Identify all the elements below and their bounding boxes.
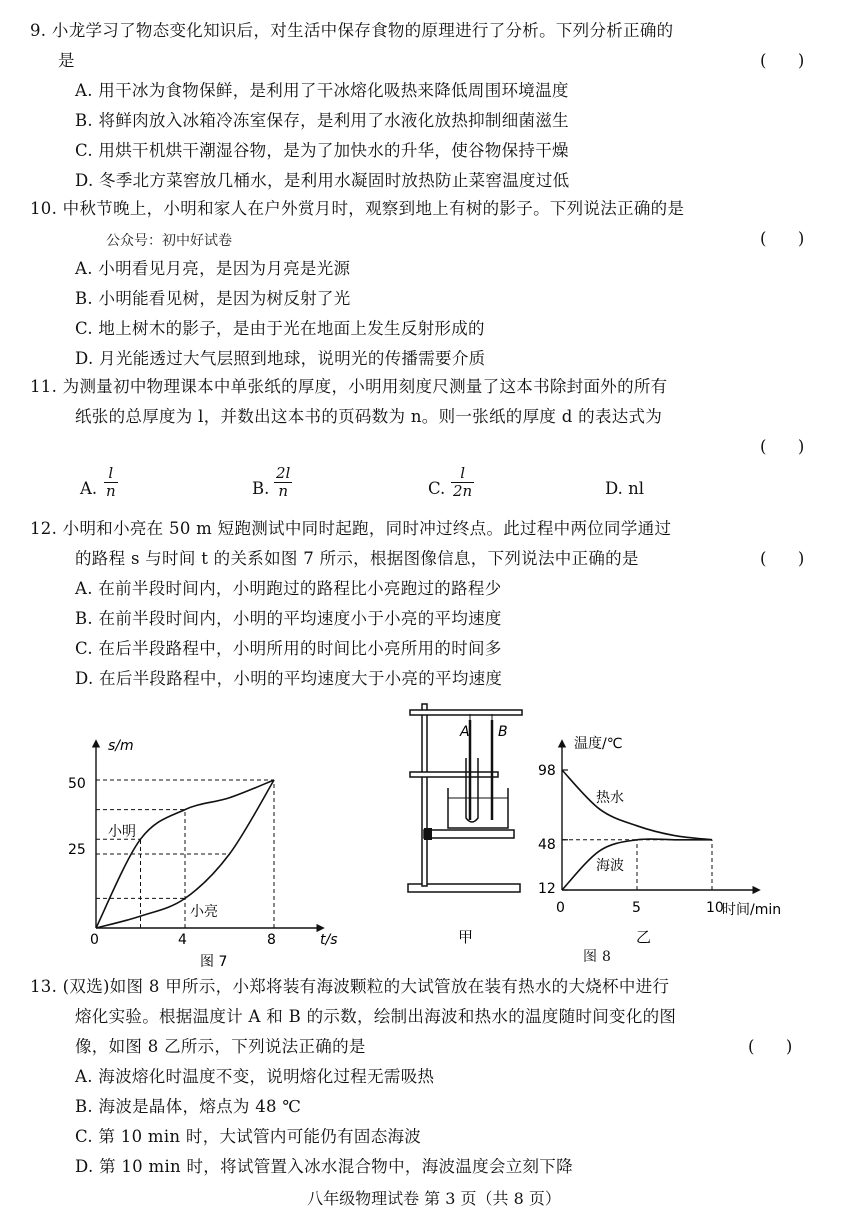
q12-option-d: D. 在后半段路程中，小明的平均速度大于小亮的平均速度: [75, 669, 503, 688]
fig8-apparatus-caption: 甲: [458, 928, 474, 946]
fig8-sub-caption: 乙: [636, 928, 652, 946]
fig8-tick-12: 12: [538, 881, 556, 897]
fig7-origin-label: 0: [90, 932, 99, 948]
q11-option-c-label: C.: [428, 479, 446, 498]
q11-option-a-label: A.: [80, 479, 98, 498]
stand-top-arm: [410, 710, 522, 715]
fig7-tick-25: 25: [68, 842, 86, 858]
thermometer-b-label: B: [498, 724, 508, 740]
figure-8-chart: [530, 730, 800, 970]
q11-option-c-fraction: [451, 465, 474, 500]
figure-8-axes: [562, 742, 758, 890]
fig8-y-axis-label: 温度/℃: [574, 736, 623, 752]
figure-8-apparatus: [400, 700, 530, 970]
fig8-series-hot-label: 热水: [596, 790, 624, 806]
q12-stem-line2: 的路程 s 与时间 t 的关系如图 7 所示，根据图像信息，下列说法中正确的是: [75, 549, 639, 568]
test-tube: [466, 758, 478, 822]
stand-ring: [424, 830, 514, 838]
stand-clamp-arm: [410, 772, 498, 777]
fig8-tick-5: 5: [632, 900, 641, 916]
q10-stem-line1: 10. 中秋节晚上，小明和家人在户外赏月时，观察到地上有树的影子。下列说法正确的是: [30, 199, 685, 218]
q11-option-b-denominator: n: [278, 482, 288, 500]
q11-stem-line2: 纸张的总厚度为 l，并数出这本书的页码数为 n。则一张纸的厚度 d 的表达式为: [75, 407, 663, 426]
q11-option-a-numerator: l: [104, 465, 118, 483]
fig7-y-axis-label: s/m: [108, 738, 134, 754]
thermometer-a-label: A: [460, 724, 470, 740]
fig7-series-liang-label: 小亮: [190, 904, 218, 920]
fig8-caption: 图 8: [583, 949, 612, 965]
stand-rod: [422, 704, 427, 886]
fig8-series-line-hot-water: [562, 770, 712, 840]
fig7-tick-8: 8: [267, 932, 276, 948]
fig8-tick-98: 98: [538, 763, 556, 779]
q11-option-b-numerator: 2l: [276, 464, 291, 482]
q13-option-d: D. 第 10 min 时，将试管置入冰水混合物中，海波温度会立刻下降: [75, 1157, 573, 1176]
q11-option-b-fraction: [274, 465, 292, 500]
q9-option-a: A. 用干冰为食物保鲜，是利用了干冰熔化吸热来降低周围环境温度: [75, 81, 569, 100]
q10-option-d: D. 月光能透过大气层照到地球，说明光的传播需要介质: [75, 349, 486, 368]
q10-option-b: B. 小明能看见树，是因为树反射了光: [75, 289, 351, 308]
q13-option-b: B. 海波是晶体，熔点为 48 ℃: [75, 1097, 302, 1116]
q11-option-a-denominator: n: [106, 482, 116, 500]
fig7-series-ming-label: 小明: [108, 824, 136, 840]
fig7-tick-4: 4: [178, 932, 187, 948]
figure-7-chart: [60, 730, 350, 970]
q12-option-a: A. 在前半段时间内，小明跑过的路程比小亮跑过的路程少: [75, 579, 502, 598]
q9-stem-line2: 是: [58, 51, 75, 70]
page-footer: 八年级物理试卷 第 3 页（共 8 页）: [307, 1189, 561, 1208]
q13-answer-paren: ( ): [748, 1037, 793, 1056]
q9-option-b: B. 将鲜肉放入冰箱冷冻室保存，是利用了水液化放热抑制细菌滋生: [75, 111, 569, 130]
q11-option-b-label: B.: [252, 479, 270, 498]
fig8-series-hypo-label: 海波: [596, 858, 624, 874]
stand-ring-clamp: [424, 828, 432, 840]
figure-7-guides: [96, 780, 274, 928]
q9-option-d: D. 冬季北方菜窖放几桶水，是利用水凝固时放热防止菜窖温度过低: [75, 171, 570, 190]
q11-option-c-numerator: l: [451, 465, 474, 483]
q9-stem-line1: 9. 小龙学习了物态变化知识后，对生活中保存食物的原理进行了分析。下列分析正确的: [30, 21, 674, 40]
fig8-tick-48: 48: [538, 837, 556, 853]
fig8-x-axis-label: 时间/min: [722, 902, 782, 918]
fig7-tick-50: 50: [68, 776, 86, 792]
q11-option-c-denominator: 2n: [453, 482, 473, 500]
q10-option-c: C. 地上树木的影子，是由于光在地面上发生反射形成的: [75, 319, 485, 338]
q13-stem-line2: 熔化实验。根据温度计 A 和 B 的示数，绘制出海波和热水的温度随时间变化的图: [75, 1007, 677, 1026]
q12-option-c: C. 在后半段路程中，小明所用的时间比小亮所用的时间多: [75, 639, 502, 658]
q10-option-a: A. 小明看见月亮，是因为月亮是光源: [75, 259, 351, 278]
q12-stem-line1: 12. 小明和小亮在 50 m 短跑测试中同时起跑，同时冲过终点。此过程中两位同学通过: [30, 519, 672, 538]
q13-option-a: A. 海波熔化时温度不变，说明熔化过程无需吸热: [75, 1067, 435, 1086]
fig7-x-axis-label: t/s: [320, 932, 338, 948]
q13-stem-line3: 像，如图 8 乙所示，下列说法正确的是: [75, 1037, 366, 1056]
q12-option-b: B. 在前半段时间内，小明的平均速度小于小亮的平均速度: [75, 609, 502, 628]
q10-answer-paren: ( ): [760, 229, 805, 248]
q13-option-c: C. 第 10 min 时，大试管内可能仍有固态海波: [75, 1127, 422, 1146]
watermark: 公众号：初中好试卷: [106, 233, 232, 249]
q12-answer-paren: ( ): [760, 549, 805, 568]
fig7-caption: 图 7: [200, 954, 228, 970]
q11-answer-paren: ( ): [760, 437, 805, 456]
q11-option-a-fraction: [104, 465, 118, 500]
q11-option-d: D. nl: [605, 479, 645, 498]
fig8-tick-10: 10: [706, 900, 724, 916]
q11-stem-line1: 11. 为测量初中物理课本中单张纸的厚度，小明用刻度尺测量了这本书除封面外的所有: [30, 377, 668, 396]
q9-option-c: C. 用烘干机烘干潮湿谷物，是为了加快水的升华，使谷物保持干燥: [75, 141, 569, 160]
q13-stem-line1: 13. (双选)如图 8 甲所示，小郑将装有海波颗粒的大试管放在装有热水的大烧杯中进行: [30, 977, 670, 996]
q9-answer-paren: ( ): [760, 51, 805, 70]
fig8-tick-0: 0: [556, 900, 565, 916]
